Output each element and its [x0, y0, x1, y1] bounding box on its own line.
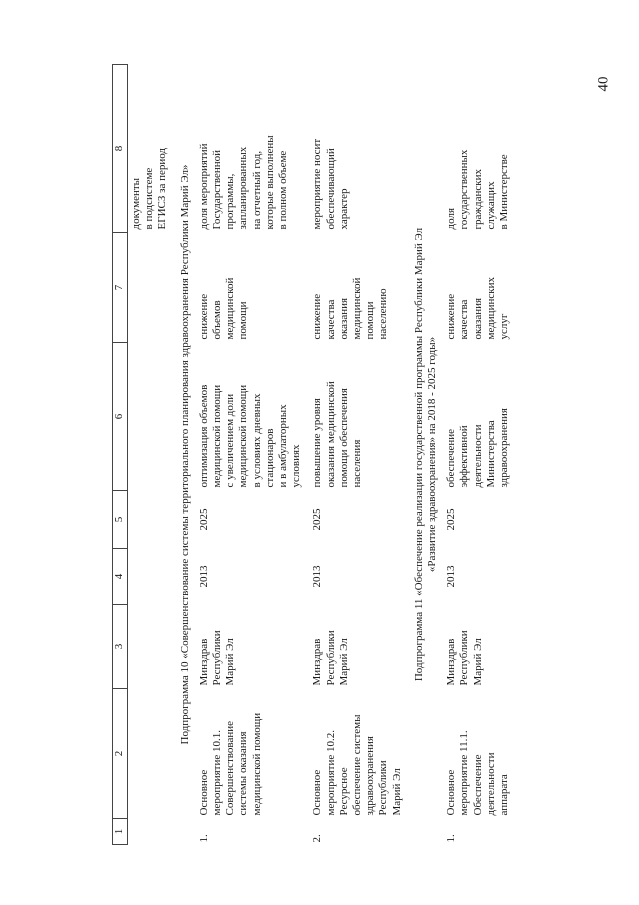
- end-year: 2025: [311, 508, 324, 531]
- expected-result: повышение уровня оказания медицинской помощи обеспечения населения: [311, 381, 364, 488]
- measure-name: Основное мероприятие 10.2. Ресурсное обеспечение системы здравоохранения Республики Марий Эл: [311, 714, 403, 816]
- carry-over-row: [128, 65, 176, 845]
- col-header-1: 1: [113, 819, 128, 845]
- col-header-7: 7: [113, 233, 128, 343]
- non-implementation-consequence: снижение качества оказания медицинской помощи населению: [311, 277, 390, 340]
- col-header-8: 8: [113, 65, 128, 233]
- table-row: [443, 65, 517, 845]
- end-year: 2025: [445, 508, 458, 531]
- responsible-executor: Минздрав Республики Марий Эл: [445, 630, 484, 686]
- col-header-5: 5: [113, 491, 128, 549]
- expected-result: оптимизация объемов медицинской помощи с увеличением доли медицинской помощи в условиях дневных стационаров и в амбулаторных условиях: [197, 384, 303, 488]
- indicator-relation: доля государственных гражданских служащих в Министерстве: [445, 149, 511, 230]
- indicator-relation: мероприятие носит обеспечивающий характер: [311, 138, 350, 230]
- page-number: 40: [595, 76, 612, 92]
- col-header-4: 4: [113, 549, 128, 605]
- table-row: [309, 65, 409, 845]
- subprogram-11-row: [410, 65, 443, 845]
- carry-over-indicator: документы в подсистеме ЕГИСЗ за период: [130, 147, 169, 230]
- rotated-table-page: [112, 65, 612, 845]
- measure-name: Основное мероприятие 10.1. Совершенствование системы оказания медицинской помощи: [197, 712, 263, 816]
- row-number: 1.: [197, 834, 210, 843]
- table-row: [196, 65, 310, 845]
- end-year: 2025: [197, 508, 210, 531]
- column-number-row: [113, 65, 128, 845]
- subprogram-11-title: Подпрограмма 11 «Обеспечение реализации государственной программы Республики Марий Эл «Развитие здравоохранения» на 2018 - 2025 годы»: [412, 227, 439, 682]
- start-year: 2013: [197, 565, 210, 588]
- responsible-executor: Минздрав Республики Марий Эл: [311, 630, 350, 686]
- row-number: 2.: [311, 834, 324, 843]
- col-header-6: 6: [113, 343, 128, 491]
- start-year: 2013: [445, 565, 458, 588]
- indicator-relation: доля мероприятий Государственной программы, запланированных на отчетный год, которые выполнены в полном объеме: [197, 135, 290, 230]
- responsible-executor: Минздрав Республики Марий Эл: [197, 630, 237, 686]
- start-year: 2013: [311, 565, 324, 588]
- expected-result: обеспечение эффективной деятельности Министерства здравоохранения: [445, 408, 511, 488]
- subprogram-10-row: [176, 65, 196, 845]
- non-implementation-consequence: снижение объемов медицинской помощи: [197, 277, 250, 340]
- row-number: 1.: [445, 834, 458, 843]
- measure-name: Основное мероприятие 11.1. Обеспечение деятельности аппарата: [445, 730, 511, 816]
- measures-table: [112, 64, 517, 845]
- col-header-3: 3: [113, 605, 128, 689]
- non-implementation-consequence: снижение качества оказания медицинских услуг: [445, 277, 511, 340]
- subprogram-10-title: Подпрограмма 10 «Совершенствование системы территориального планирования здравоохранения Республики Марий Эл»: [178, 164, 191, 745]
- col-header-2: 2: [113, 689, 128, 819]
